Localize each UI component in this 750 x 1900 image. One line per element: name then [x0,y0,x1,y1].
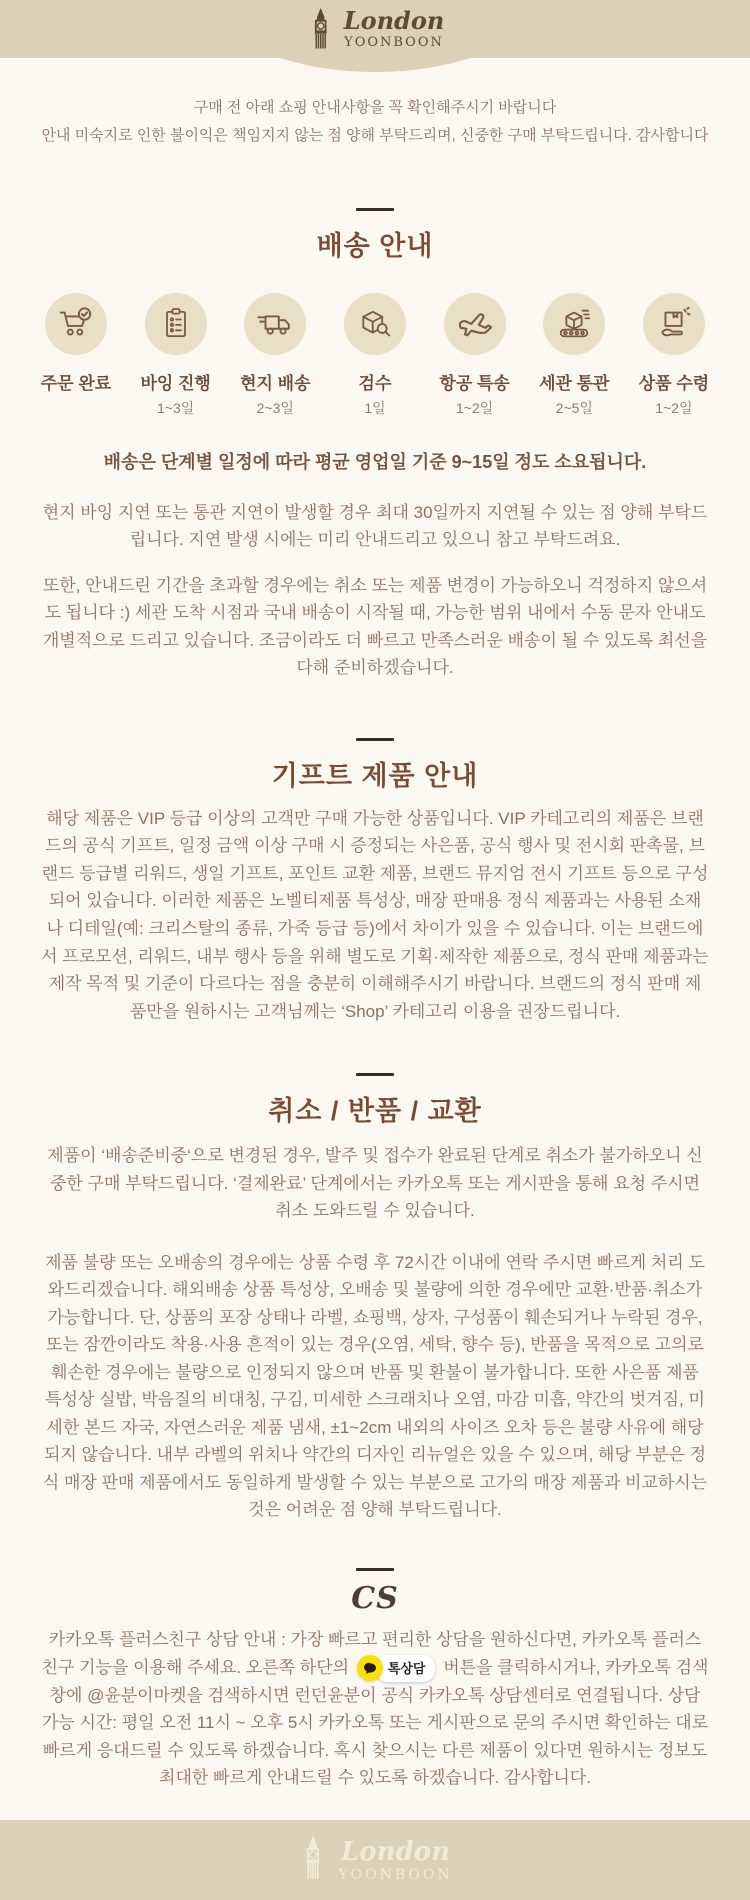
shipping-title: 배송 안내 [316,230,434,261]
step-label: 현지 배송 [240,373,311,393]
cs-section [0,1568,750,1792]
step-label: 주문 완료 [40,373,112,393]
shipping-paragraph-1: 현지 바잉 지연 또는 통관 지연이 발생할 경우 최대 30일까지 지연될 수 있는 점 양해 부탁드립니다. 지연 발생 시에는 미리 안내드리고 있으니 참고 부탁드려요. [42,502,708,550]
gift-body: 해당 제품은 VIP 등급 이상의 고객만 구매 가능한 상품입니다. VIP 카테고리의 제품은 브랜드의 공식 기프트, 일정 금액 이상 구매 시 증정되는 사은품, 공식 행사 및 전시회 판촉물, 브랜드 등급별 리워드, 생일 기프트, 포인트 교환 제품, 브랜드 뮤지엄 전시 기프트 등으로 구성되어 있습니다. 이러한 제품은 노벨티제품 특성상, 매장 판매용 정식 제품과는 사용된 소재나 디테일(예: 크리스탈의 종류, 가죽 등급 등)에서 차이가 있을 수 있습니다. 이는 브랜드에서 프로모션, 리워드, 내부 행사 등을 위해 별도로 기획·제작한 제품으로, 정식 판매 제품과는 제작 목적 및 기준이 다르다는 점을 충분히 이해해주시기 바랍니다. 브랜드의 정식 판매 제품만을 원하시는 고객님께는 ‘Shop’ 카테고리 이용을 권장드립니다. [41,808,709,1021]
box-inspect-icon [344,293,406,355]
notice-line-1: 구매 전 아래 쇼핑 안내사항을 꼭 확인해주시기 바랍니다 [193,99,557,116]
step-label: 세관 통관 [539,373,610,393]
header-band [0,0,750,58]
gift-title: 기프트 제품 안내 [271,760,479,791]
cs-text-before: 카카오톡 플러스친구 상담 안내 : 가장 빠르고 편리한 상담을 원하신다면, 카카오톡 플러스친구 기능을 이용해 주세요. 오른쪽 하단의 [41,1630,702,1677]
shipping-highlight: 배송은 단계별 일정에 따라 평균 영업일 기준 9~15일 정도 소요됩니다. [103,451,647,472]
brand-logo-text [343,6,445,50]
shipping-step-receive [626,293,722,418]
brand-name-script: London [343,6,445,35]
step-days: 1~2일 [455,399,494,416]
cs-text-after: 버튼을 클릭하시거나, 카카오톡 검색창에 @윤분이마켓을 검색하시면 런던윤분이 공식 카카오톡 상담센터로 연결됩니다. 상담 가능 시간: 평일 오전 11시 ~ 오후 5시 카카오톡 또는 게시판으로 문의 주시면 확인하는 대로 빠르게 응대드릴 수 있도록 하겠습니다. 혹시 찾으시는 다른 제품이 있다면 원하시는 정보도 최대한 빠르게 안내드릴 수 있도록 하겠습니다. 감사합니다. [41,1657,709,1788]
brand-logo [306,7,445,51]
returns-section [0,1073,750,1524]
shipping-step-customs [526,293,622,418]
shipping-paragraph-2: 또한, 안내드린 기간을 초과할 경우에는 취소 또는 제품 변경이 가능하오니 걱정하지 않으셔도 됩니다 :) 세관 도착 시점과 국내 배송이 시작될 때, 가능한 범위 내에서 수동 문자 안내도 개별적으로 드리고 있습니다. 조금이라도 더 빠르고 만족스러운 배송이 될 수 있도록 최선을 다해 준비하겠습니다. [42,575,708,678]
section-divider [356,1073,394,1076]
gift-section [0,738,750,1025]
big-ben-icon [297,1834,329,1887]
step-label: 항공 특송 [439,373,510,393]
section-divider [356,1568,394,1571]
brand-name-caps: YOONBOON [338,1866,453,1883]
shipping-steps [0,293,750,418]
notice-line-2: 안내 미숙지로 인한 불이익은 책임지지 않는 점 양해 부탁드리며, 신중한 구매 부탁드립니다. 감사합니다 [41,126,709,144]
returns-paragraph-1: 제품이 ‘배송준비중‘으로 변경된 경우, 발주 및 접수가 완료된 단계로 취소가 불가하오니 신중한 구매 부탁드립니다. ‘결제완료’ 단계에서는 카카오톡 또는 게시판을 통해 요청 주시면 취소 도와드릴 수 있습니다. [47,1146,703,1221]
clipboard-list-icon [145,293,207,355]
kakao-badge-label: 톡상담 [376,1655,436,1682]
step-days: 1~2일 [655,399,693,416]
box-receive-icon [643,293,705,355]
section-divider [356,738,394,741]
step-days: 1일 [364,399,386,416]
shipping-step-buying [128,293,224,418]
customs-conveyor-icon [543,293,605,355]
step-label: 바잉 진행 [140,373,211,393]
returns-title: 취소 / 반품 / 교환 [268,1096,482,1127]
brand-name-script: London [341,1836,450,1867]
footer-band [0,1820,750,1900]
step-days: 2~3일 [256,399,294,416]
footer-brand-logo-text [338,1836,453,1883]
step-label: 검수 [358,373,392,393]
brand-name-caps: YOONBOON [344,35,444,50]
kakao-talk-icon [357,1655,383,1681]
shipping-step-local-delivery [227,293,323,418]
returns-paragraph-2: 제품 불량 또는 오배송의 경우에는 상품 수령 후 72시간 이내에 연락 주시면 빠르게 처리 도와드리겠습니다. 해외배송 상품 특성상, 오배송 및 불량에 의한 경우에만 교환·반품·취소가 가능합니다. 단, 상품의 포장 상태나 라벨, 쇼핑백, 상자, 구성품이 훼손되거나 누락된 경우, 또는 잠깐이라도 착용·사용 흔적이 있는 경우(오염, 세탁, 향수 등), 반품을 목적으로 고의로 훼손한 경우에는 불량으로 인정되지 않으며 반품 및 환불이 불가합니다. 또한 사은품 제품 특성상 실밥, 박음질의 비대칭, 구김, 미세한 스크래치나 오염, 마감 미흡, 약간의 벗겨짐, 미세한 본드 자국, 자연스러운 제품 냄새, ±1~2cm 내외의 사이즈 오차 등은 불량 사유에 해당되지 않습니다. 내부 라벨의 위치나 약간의 디자인 리뉴얼은 있을 수 있으며, 해당 부분은 정식 매장 판매 제품에서도 동일하게 발생할 수 있는 부분으로 고가의 매장 제품과 비교하시는 것은 어려운 점 양해 부탁드립니다. [42,1252,708,1520]
delivery-truck-icon [244,293,306,355]
step-days: 1~3일 [157,399,195,416]
step-days: 2~5일 [555,399,593,416]
shipping-step-order-complete [28,293,124,418]
cs-title: CS [351,1581,399,1616]
cart-check-icon [45,293,107,355]
shipping-step-air-express [427,293,523,418]
shipping-step-inspection [327,293,423,418]
step-label: 상품 수령 [638,373,710,393]
cs-body [41,1626,709,1792]
section-divider [356,208,394,211]
footer-brand-logo [297,1834,452,1887]
big-ben-icon [306,7,336,51]
shipping-section [0,208,750,682]
purchase-notice [0,94,750,150]
kakao-chat-button[interactable] [357,1655,436,1682]
airplane-icon [444,293,506,355]
